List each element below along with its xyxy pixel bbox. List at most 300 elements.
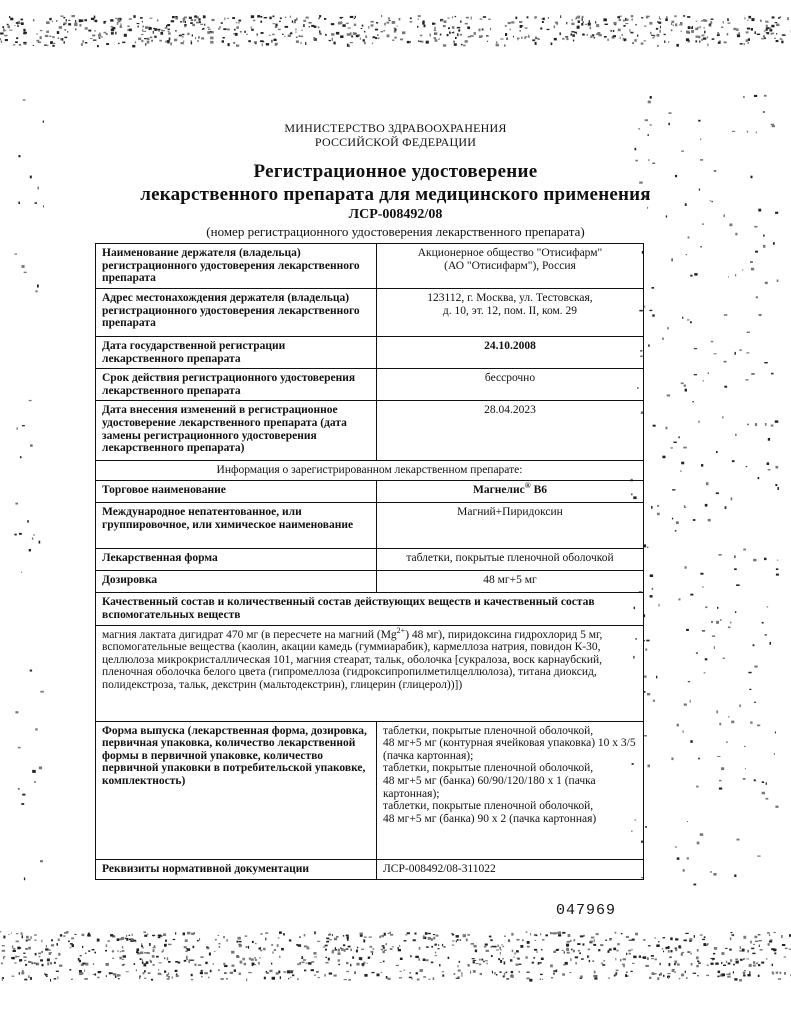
scan-speck bbox=[725, 506, 727, 509]
scan-speck bbox=[442, 944, 443, 946]
scan-speck bbox=[304, 934, 306, 936]
scan-speck bbox=[728, 276, 729, 277]
scan-speck bbox=[739, 705, 741, 708]
scan-speck bbox=[230, 972, 233, 974]
scan-speck bbox=[24, 960, 26, 961]
scan-speck bbox=[577, 943, 580, 945]
scan-speck bbox=[652, 287, 655, 289]
scan-speck bbox=[690, 740, 692, 743]
scan-speck bbox=[404, 940, 407, 941]
scan-speck bbox=[290, 16, 291, 18]
scan-speck bbox=[435, 39, 438, 42]
scan-speck bbox=[660, 963, 661, 966]
scan-speck bbox=[33, 45, 34, 46]
scan-speck bbox=[782, 944, 785, 946]
scan-speck bbox=[566, 944, 569, 947]
scan-speck bbox=[376, 22, 378, 23]
scan-speck bbox=[453, 41, 455, 43]
composition-text-part-1: магния лактата дигидрат 470 мг (в пересчете на магний (Mg bbox=[102, 628, 397, 641]
scan-speck bbox=[750, 261, 753, 263]
scan-speck bbox=[767, 462, 770, 465]
scan-speck bbox=[364, 937, 367, 938]
scan-speck bbox=[422, 21, 424, 23]
scan-speck bbox=[448, 957, 450, 959]
scan-speck bbox=[5, 30, 6, 32]
scan-speck bbox=[726, 961, 727, 963]
scan-speck bbox=[662, 456, 665, 459]
scan-speck bbox=[42, 964, 44, 966]
scan-speck bbox=[666, 16, 668, 19]
scan-speck bbox=[505, 25, 507, 27]
scan-speck bbox=[298, 944, 301, 947]
scan-speck bbox=[519, 971, 520, 973]
scan-speck bbox=[343, 944, 345, 946]
scan-speck bbox=[665, 18, 668, 21]
scan-speck bbox=[577, 16, 580, 19]
scan-speck bbox=[496, 44, 499, 47]
scan-speck bbox=[510, 29, 511, 31]
scan-speck bbox=[528, 36, 530, 38]
scan-speck bbox=[740, 349, 742, 351]
scan-speck bbox=[68, 20, 70, 21]
scan-speck bbox=[651, 35, 654, 36]
scan-speck bbox=[593, 975, 596, 977]
release-form-line: 48 мг+5 мг (контурная ячейковая упаковка) 10 x 3/5 (пачка картонная); bbox=[383, 737, 636, 762]
scan-speck bbox=[142, 962, 144, 964]
scan-speck bbox=[94, 20, 95, 21]
scan-speck bbox=[580, 935, 583, 937]
scan-speck bbox=[94, 952, 96, 954]
scan-speck bbox=[635, 933, 638, 936]
scan-speck bbox=[46, 976, 48, 977]
scan-speck bbox=[52, 45, 54, 47]
scan-speck bbox=[756, 296, 758, 298]
scan-speck bbox=[682, 317, 683, 319]
scan-speck bbox=[743, 778, 746, 780]
scan-speck bbox=[776, 40, 779, 42]
scan-speck bbox=[675, 23, 677, 26]
scan-speck bbox=[715, 963, 718, 965]
scan-speck bbox=[482, 29, 484, 31]
scan-speck bbox=[129, 18, 132, 20]
scan-speck bbox=[657, 45, 659, 47]
scan-speck bbox=[106, 963, 109, 966]
scan-speck bbox=[694, 374, 697, 375]
scan-speck bbox=[12, 976, 15, 977]
scan-speck bbox=[144, 38, 147, 39]
scan-speck bbox=[425, 959, 428, 961]
scan-speck bbox=[364, 31, 365, 33]
scan-speck bbox=[392, 40, 394, 42]
scan-speck bbox=[263, 948, 266, 951]
scan-speck bbox=[38, 953, 41, 955]
scan-speck bbox=[512, 950, 514, 953]
scan-speck bbox=[95, 20, 97, 23]
scan-speck bbox=[547, 29, 550, 30]
scan-speck bbox=[709, 23, 711, 25]
scan-speck bbox=[666, 427, 668, 430]
scan-speck bbox=[433, 977, 435, 980]
scan-speck bbox=[587, 34, 588, 36]
scan-speck bbox=[739, 979, 742, 982]
scan-speck bbox=[434, 30, 437, 31]
scan-speck bbox=[622, 34, 623, 35]
scan-speck bbox=[171, 20, 174, 22]
scan-speck bbox=[336, 936, 339, 938]
scan-speck bbox=[384, 23, 386, 26]
scan-speck bbox=[650, 595, 653, 597]
scan-speck bbox=[392, 946, 394, 947]
scan-speck bbox=[519, 964, 522, 965]
scan-speck bbox=[465, 40, 468, 43]
scan-speck bbox=[439, 964, 440, 966]
scan-speck bbox=[705, 504, 708, 507]
scan-speck bbox=[674, 971, 676, 973]
scan-speck bbox=[538, 962, 540, 965]
scan-speck bbox=[784, 956, 786, 957]
scan-speck bbox=[447, 34, 449, 36]
scan-speck bbox=[461, 44, 463, 45]
scan-speck bbox=[690, 700, 691, 703]
scan-speck bbox=[201, 970, 203, 972]
scan-speck bbox=[769, 941, 772, 943]
scan-speck bbox=[14, 254, 17, 255]
scan-speck bbox=[233, 42, 235, 44]
scan-speck bbox=[338, 959, 340, 961]
scan-speck bbox=[728, 626, 731, 628]
scan-speck bbox=[765, 282, 768, 284]
scan-speck bbox=[683, 869, 685, 872]
scan-speck bbox=[9, 30, 12, 31]
scan-speck bbox=[210, 41, 213, 44]
scan-speck bbox=[57, 31, 59, 34]
scan-speck bbox=[409, 977, 412, 978]
scan-speck bbox=[75, 29, 76, 31]
composition-text bbox=[96, 625, 644, 721]
scan-speck bbox=[716, 710, 718, 713]
scan-speck bbox=[681, 462, 684, 465]
scan-speck bbox=[272, 951, 273, 953]
scan-speck bbox=[303, 20, 306, 22]
scan-speck bbox=[386, 943, 388, 945]
scan-speck bbox=[147, 38, 150, 41]
scan-speck bbox=[66, 19, 67, 21]
scan-speck bbox=[325, 34, 327, 36]
scan-speck bbox=[727, 33, 729, 36]
scan-speck bbox=[187, 33, 189, 35]
changes-date-value: 28.04.2023 bbox=[377, 401, 644, 461]
scan-speck bbox=[689, 941, 691, 942]
scan-speck bbox=[88, 30, 91, 32]
scan-speck bbox=[245, 935, 248, 937]
scan-speck bbox=[176, 975, 179, 977]
scan-speck bbox=[183, 41, 184, 43]
scan-speck bbox=[496, 41, 498, 43]
scan-speck bbox=[85, 27, 88, 29]
scan-speck bbox=[122, 42, 125, 44]
scan-speck bbox=[420, 969, 423, 972]
scan-speck bbox=[643, 956, 646, 959]
scan-speck bbox=[18, 788, 20, 789]
scan-speck bbox=[571, 31, 574, 32]
scan-speck bbox=[99, 37, 101, 39]
scan-speck bbox=[326, 957, 328, 958]
scan-speck bbox=[196, 22, 199, 24]
scan-speck bbox=[717, 32, 719, 35]
scan-speck bbox=[751, 28, 753, 31]
scan-speck bbox=[172, 16, 175, 18]
scan-speck bbox=[444, 20, 447, 23]
scan-speck bbox=[423, 959, 426, 962]
scan-speck bbox=[686, 977, 687, 979]
scan-speck bbox=[494, 972, 496, 975]
scan-speck bbox=[479, 29, 481, 32]
scan-speck bbox=[106, 43, 109, 45]
scan-speck bbox=[415, 933, 417, 935]
scan-speck bbox=[311, 969, 314, 971]
scan-speck bbox=[643, 939, 645, 941]
scan-speck bbox=[110, 19, 113, 21]
scan-speck bbox=[566, 38, 568, 40]
scan-speck bbox=[467, 27, 470, 30]
scan-speck bbox=[242, 958, 245, 961]
scan-speck bbox=[719, 41, 721, 42]
scan-speck bbox=[598, 949, 600, 951]
scan-speck bbox=[473, 961, 475, 963]
scan-speck bbox=[4, 35, 8, 37]
scan-speck bbox=[189, 17, 192, 19]
scan-speck bbox=[580, 976, 583, 979]
certificate-table bbox=[95, 243, 644, 880]
scan-speck bbox=[46, 21, 50, 24]
scan-speck bbox=[371, 951, 374, 953]
scan-speck bbox=[644, 675, 646, 677]
scan-speck bbox=[218, 28, 220, 30]
scan-speck bbox=[153, 935, 154, 936]
scan-speck bbox=[338, 952, 341, 955]
scan-speck bbox=[723, 658, 725, 660]
scan-speck bbox=[13, 948, 15, 950]
scan-speck bbox=[319, 15, 321, 17]
scan-speck bbox=[443, 25, 446, 27]
scan-speck bbox=[360, 38, 361, 40]
scan-speck bbox=[226, 978, 228, 980]
scan-speck bbox=[668, 41, 669, 43]
scan-speck bbox=[460, 20, 461, 22]
scan-speck bbox=[396, 965, 399, 966]
scan-speck bbox=[390, 948, 393, 950]
scan-speck bbox=[135, 41, 136, 43]
scan-speck bbox=[484, 946, 487, 948]
scan-speck bbox=[349, 45, 350, 48]
scan-speck bbox=[413, 939, 416, 941]
scan-speck bbox=[92, 35, 95, 37]
scan-speck bbox=[41, 940, 42, 943]
scan-speck bbox=[99, 33, 101, 35]
scan-speck bbox=[730, 937, 732, 940]
scan-speck bbox=[629, 29, 630, 32]
scan-speck bbox=[686, 254, 688, 255]
scan-speck bbox=[14, 25, 15, 26]
scan-speck bbox=[618, 29, 621, 32]
scan-speck bbox=[60, 16, 63, 17]
scan-speck bbox=[28, 947, 31, 950]
scan-speck bbox=[234, 969, 236, 972]
scan-speck bbox=[582, 34, 585, 36]
scan-speck bbox=[20, 456, 22, 458]
scan-speck bbox=[274, 950, 276, 951]
scan-speck bbox=[558, 934, 561, 936]
scan-speck bbox=[474, 945, 477, 948]
scan-speck bbox=[763, 35, 764, 37]
scan-speck bbox=[702, 35, 705, 37]
scan-speck bbox=[754, 779, 756, 781]
scan-speck bbox=[780, 38, 781, 39]
scan-speck bbox=[663, 975, 665, 977]
scan-speck bbox=[2, 945, 3, 947]
scan-speck bbox=[775, 484, 777, 486]
scan-speck bbox=[432, 23, 435, 25]
scan-speck bbox=[0, 931, 1, 932]
scan-speck bbox=[594, 37, 596, 38]
scan-speck bbox=[371, 972, 374, 973]
scan-speck bbox=[716, 451, 718, 453]
scan-speck bbox=[194, 964, 196, 966]
scan-speck bbox=[763, 245, 766, 248]
scan-speck bbox=[32, 537, 33, 539]
scan-speck bbox=[132, 45, 135, 48]
scan-speck bbox=[361, 949, 364, 950]
scan-speck bbox=[567, 952, 570, 954]
scan-speck bbox=[740, 947, 741, 949]
scan-speck bbox=[308, 962, 311, 965]
release-form-label: Форма выпуска (лекарственная форма, дозировка, первичная упаковка, количество лекарственной формы в первичной упаковке, количество первичной упаковки в потребительской упаковке, комплектность) bbox=[96, 721, 377, 859]
scan-speck bbox=[21, 572, 22, 573]
scan-speck bbox=[306, 17, 309, 19]
scan-speck bbox=[377, 974, 380, 977]
scan-speck bbox=[297, 978, 299, 980]
scan-speck bbox=[346, 23, 349, 24]
scan-speck bbox=[378, 38, 380, 40]
scan-speck bbox=[144, 935, 147, 937]
scan-speck bbox=[66, 931, 68, 934]
scan-speck bbox=[224, 965, 227, 967]
scan-speck bbox=[479, 964, 482, 966]
scan-speck bbox=[434, 27, 435, 30]
scan-speck bbox=[771, 25, 774, 28]
scan-speck bbox=[19, 155, 21, 157]
scan-speck bbox=[578, 950, 580, 952]
scan-speck bbox=[368, 26, 369, 29]
scan-speck bbox=[711, 341, 714, 343]
scan-speck bbox=[195, 37, 196, 39]
scan-speck bbox=[255, 943, 257, 944]
scan-speck bbox=[674, 15, 676, 17]
scan-speck bbox=[97, 939, 100, 942]
scan-speck bbox=[777, 560, 778, 561]
scan-speck bbox=[39, 956, 41, 958]
scan-speck bbox=[516, 950, 519, 952]
scan-speck bbox=[124, 34, 127, 37]
scan-speck bbox=[71, 938, 74, 940]
validity-value: бессрочно bbox=[377, 369, 644, 401]
scan-speck bbox=[74, 934, 76, 935]
scan-speck bbox=[36, 964, 37, 965]
scan-speck bbox=[40, 959, 43, 961]
scan-speck bbox=[213, 964, 214, 965]
scan-speck bbox=[648, 945, 651, 946]
scan-speck bbox=[724, 386, 727, 388]
scan-speck bbox=[764, 30, 766, 31]
scan-speck bbox=[573, 40, 574, 42]
scan-speck bbox=[757, 725, 760, 727]
validity-label: Срок действия регистрационного удостоверения лекарственного препарата bbox=[96, 369, 377, 401]
scan-speck bbox=[690, 594, 693, 596]
scan-speck bbox=[504, 962, 506, 965]
scan-speck bbox=[97, 977, 100, 979]
scan-speck bbox=[190, 40, 192, 42]
scan-speck bbox=[182, 36, 183, 37]
scan-speck bbox=[55, 958, 57, 959]
scan-speck bbox=[115, 976, 117, 978]
scan-speck bbox=[696, 21, 698, 22]
scan-speck bbox=[380, 962, 382, 963]
scan-speck bbox=[160, 32, 163, 35]
scan-speck bbox=[730, 959, 732, 962]
row-release-form bbox=[96, 721, 644, 859]
scan-speck bbox=[428, 933, 431, 934]
scan-speck bbox=[775, 806, 778, 808]
scan-speck bbox=[680, 471, 682, 472]
scan-speck bbox=[700, 934, 703, 935]
scan-speck bbox=[703, 38, 706, 40]
scan-speck bbox=[200, 972, 203, 974]
scan-speck bbox=[26, 936, 29, 939]
scan-speck bbox=[64, 932, 66, 934]
scan-speck bbox=[132, 934, 133, 936]
scan-speck bbox=[226, 939, 227, 942]
scan-speck bbox=[716, 621, 719, 624]
scan-speck bbox=[617, 16, 620, 18]
scan-speck bbox=[653, 700, 655, 702]
scan-speck bbox=[594, 971, 596, 974]
scan-speck bbox=[34, 934, 37, 935]
scan-speck bbox=[455, 16, 457, 17]
scan-speck bbox=[110, 934, 113, 936]
scan-speck bbox=[773, 242, 775, 245]
scan-speck bbox=[520, 25, 523, 26]
scan-speck bbox=[246, 946, 248, 948]
holder-name-line-1: Акционерное общество "Отисифарм" bbox=[417, 247, 603, 259]
scan-speck bbox=[751, 268, 754, 271]
scan-speck bbox=[691, 963, 693, 966]
scan-speck bbox=[192, 34, 193, 36]
scan-speck bbox=[615, 958, 616, 961]
scan-speck bbox=[435, 32, 437, 35]
scan-speck bbox=[377, 34, 378, 36]
scan-speck bbox=[595, 21, 596, 23]
scan-speck bbox=[704, 27, 705, 29]
scan-speck bbox=[342, 24, 345, 27]
scan-speck bbox=[185, 21, 186, 23]
scan-speck bbox=[511, 21, 514, 23]
scan-speck bbox=[34, 781, 36, 783]
scan-speck bbox=[382, 945, 385, 946]
scan-speck bbox=[668, 950, 670, 953]
scan-speck bbox=[690, 275, 692, 277]
scan-speck bbox=[389, 20, 391, 21]
scan-speck bbox=[141, 40, 143, 42]
